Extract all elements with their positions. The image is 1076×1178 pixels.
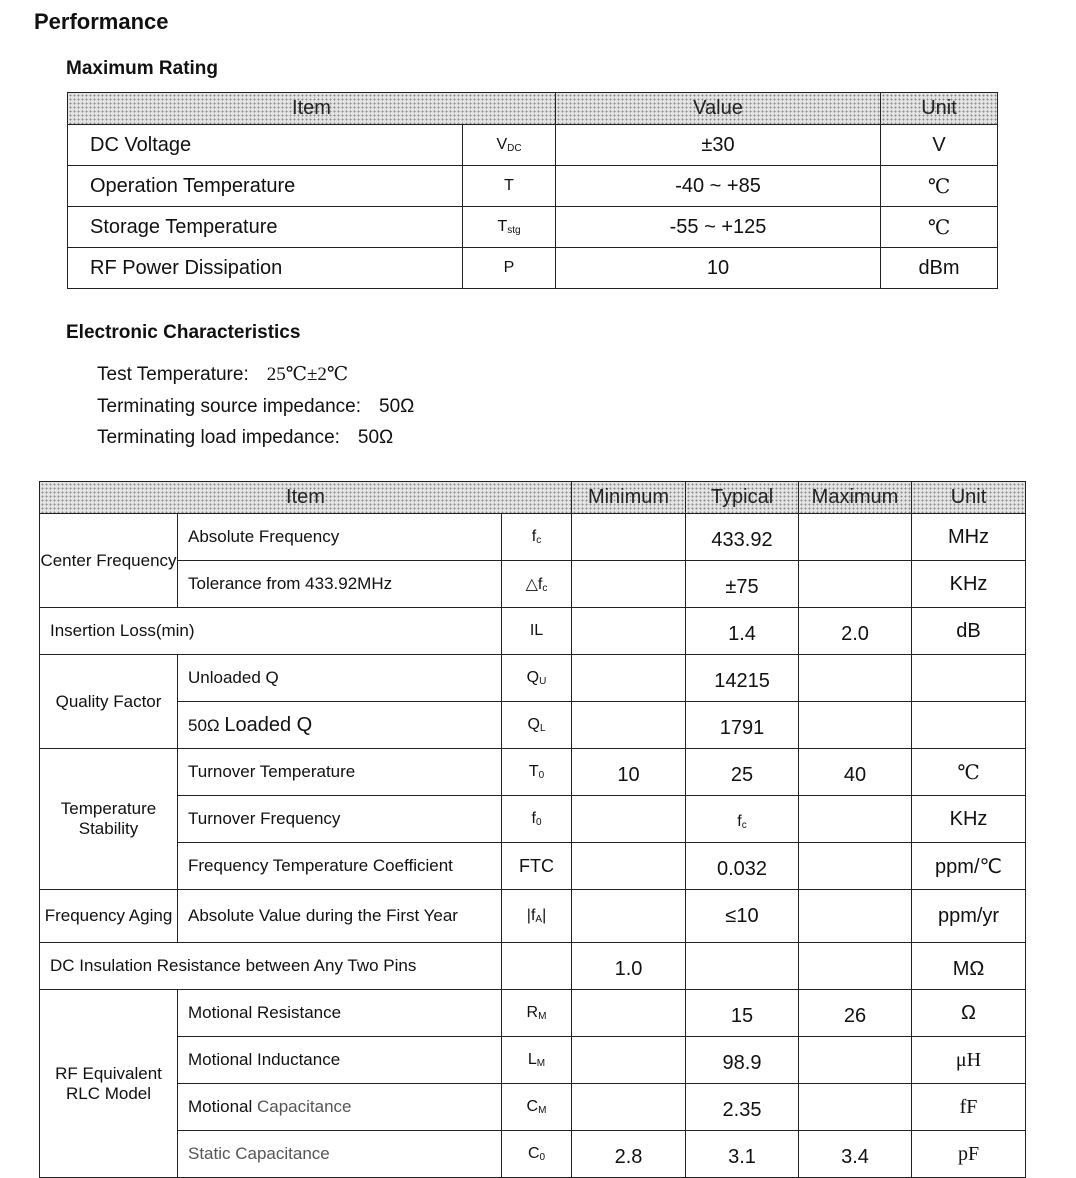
row-name: Tolerance from 433.92MHz <box>178 561 502 608</box>
row-typ: 1.4 <box>686 608 799 655</box>
table-row <box>40 749 1026 796</box>
group-quality-factor: Quality Factor <box>40 655 178 749</box>
row-min <box>572 608 686 655</box>
row-value: ±30 <box>556 125 881 166</box>
table-row <box>40 796 1026 843</box>
row-name: DC Insulation Resistance between Any Two Pins <box>40 943 502 990</box>
row-unit: dB <box>912 608 1026 655</box>
row-max: 40 <box>799 749 912 796</box>
row-name: Static Capacitance <box>178 1131 502 1178</box>
max-rating-table <box>67 92 998 289</box>
row-typ: 433.92 <box>686 514 799 561</box>
row-unit: KHz <box>912 561 1026 608</box>
row-symbol: $Q_L$ <box>502 702 572 749</box>
row-typ: 1791 <box>686 702 799 749</box>
row-max <box>799 890 912 943</box>
row-name: RF Power Dissipation <box>68 248 463 289</box>
row-unit: pF <box>912 1131 1026 1178</box>
row-min: 1.0 <box>572 943 686 990</box>
row-typ: ≤10 <box>686 890 799 943</box>
row-name: Unloaded Q <box>178 655 502 702</box>
row-min <box>572 843 686 890</box>
row-typ: 2.35 <box>686 1084 799 1131</box>
row-max <box>799 796 912 843</box>
row-unit <box>912 655 1026 702</box>
row-max: 26 <box>799 990 912 1037</box>
header-minimum: Minimum <box>572 482 686 514</box>
table-row <box>68 125 998 166</box>
row-min: 2.8 <box>572 1131 686 1178</box>
header-item: Item <box>40 482 572 514</box>
row-min <box>572 514 686 561</box>
source-impedance-condition: Terminating source impedance: 50Ω <box>97 396 415 417</box>
row-name: Motional Resistance <box>178 990 502 1037</box>
row-typ: 98.9 <box>686 1037 799 1084</box>
row-value: -55 ~ +125 <box>556 207 881 248</box>
row-min: 10 <box>572 749 686 796</box>
row-max <box>799 561 912 608</box>
row-unit: ℃ <box>881 207 998 248</box>
row-name: Storage Temperature <box>68 207 463 248</box>
row-typ: ±75 <box>686 561 799 608</box>
page-title: Performance <box>34 9 169 34</box>
row-name: Frequency Temperature Coefficient <box>178 843 502 890</box>
row-unit: Ω <box>912 990 1026 1037</box>
row-max <box>799 702 912 749</box>
row-symbol: $|f_A|$ <box>502 890 572 943</box>
row-unit: dBm <box>881 248 998 289</box>
header-value: Value <box>556 93 881 125</box>
row-max <box>799 843 912 890</box>
table-row <box>40 890 1026 943</box>
group-temperature-stability: Temperature Stability <box>40 749 178 890</box>
row-unit: KHz <box>912 796 1026 843</box>
row-name: Turnover Frequency <box>178 796 502 843</box>
table-row <box>40 561 1026 608</box>
row-symbol: $T_{stg}$ <box>463 207 556 248</box>
row-max <box>799 1037 912 1084</box>
row-typ: 15 <box>686 990 799 1037</box>
row-unit: MΩ <box>912 943 1026 990</box>
row-symbol: $Q_U$ <box>502 655 572 702</box>
row-symbol: $f_c$ <box>502 514 572 561</box>
row-value: 10 <box>556 248 881 289</box>
row-name: DC Voltage <box>68 125 463 166</box>
row-unit: fF <box>912 1084 1026 1131</box>
electronic-heading: Electronic Characteristics <box>66 322 301 343</box>
row-typ: 0.032 <box>686 843 799 890</box>
row-name: Motional Inductance <box>178 1037 502 1084</box>
row-min <box>572 702 686 749</box>
load-impedance-condition: Terminating load impedance: 50Ω <box>97 427 394 448</box>
table-row <box>40 843 1026 890</box>
table-row <box>40 1131 1026 1178</box>
table-row <box>40 990 1026 1037</box>
row-unit: ℃ <box>881 166 998 207</box>
row-min <box>572 655 686 702</box>
row-min <box>572 890 686 943</box>
row-typ: 25 <box>686 749 799 796</box>
row-typ: 14215 <box>686 655 799 702</box>
header-item: Item <box>68 93 556 125</box>
row-symbol: IL <box>502 608 572 655</box>
row-symbol: FTC <box>502 843 572 890</box>
row-symbol: $T_0$ <box>502 749 572 796</box>
row-symbol: P <box>463 248 556 289</box>
test-temperature-condition: Test Temperature: 25℃±2℃ <box>97 364 349 385</box>
row-name: Absolute Value during the First Year <box>178 890 502 943</box>
row-min <box>572 990 686 1037</box>
row-symbol: $C_0$ <box>502 1131 572 1178</box>
table-header-row <box>68 93 998 125</box>
row-max <box>799 943 912 990</box>
row-min <box>572 796 686 843</box>
group-frequency-aging: Frequency Aging <box>40 890 178 943</box>
row-max <box>799 1084 912 1131</box>
row-max <box>799 655 912 702</box>
row-unit: ppm/yr <box>912 890 1026 943</box>
max-rating-heading: Maximum Rating <box>66 58 219 79</box>
table-row <box>40 702 1026 749</box>
row-unit: μH <box>912 1037 1026 1084</box>
row-name: Insertion Loss(min) <box>40 608 502 655</box>
table-row <box>40 943 1026 990</box>
group-center-frequency: Center Frequency <box>40 514 178 608</box>
header-unit: Unit <box>881 93 998 125</box>
table-row <box>40 1084 1026 1131</box>
row-max <box>799 514 912 561</box>
row-typ <box>686 943 799 990</box>
row-symbol: $\triangle f_c$ <box>502 561 572 608</box>
table-row <box>68 248 998 289</box>
row-symbol: $C_M$ <box>502 1084 572 1131</box>
row-unit <box>912 702 1026 749</box>
table-row <box>40 514 1026 561</box>
row-unit: V <box>881 125 998 166</box>
row-min <box>572 1084 686 1131</box>
row-name: Motional Capacitance <box>178 1084 502 1131</box>
header-typical: Typical <box>686 482 799 514</box>
group-rf-equivalent-rlc-model: RF Equivalent RLC Model <box>40 990 178 1178</box>
row-unit: MHz <box>912 514 1026 561</box>
row-name: 50Ω Loaded Q <box>178 702 502 749</box>
table-row <box>40 655 1026 702</box>
table-header-row <box>40 482 1026 514</box>
row-symbol: $f_0$ <box>502 796 572 843</box>
header-maximum: Maximum <box>799 482 912 514</box>
row-min <box>572 561 686 608</box>
header-unit: Unit <box>912 482 1026 514</box>
table-row <box>40 608 1026 655</box>
row-typ: 3.1 <box>686 1131 799 1178</box>
row-name: Absolute Frequency <box>178 514 502 561</box>
row-symbol: T <box>463 166 556 207</box>
row-name: Operation Temperature <box>68 166 463 207</box>
table-row <box>68 166 998 207</box>
row-value: -40 ~ +85 <box>556 166 881 207</box>
table-row <box>40 1037 1026 1084</box>
table-row <box>68 207 998 248</box>
row-typ: $f_c$ <box>686 796 799 843</box>
row-symbol <box>502 943 572 990</box>
row-name: Turnover Temperature <box>178 749 502 796</box>
row-symbol: $R_M$ <box>502 990 572 1037</box>
row-unit: ℃ <box>912 749 1026 796</box>
row-symbol: $L_M$ <box>502 1037 572 1084</box>
row-symbol: $V_{DC}$ <box>463 125 556 166</box>
row-max: 2.0 <box>799 608 912 655</box>
row-min <box>572 1037 686 1084</box>
row-unit: ppm/℃ <box>912 843 1026 890</box>
row-max: 3.4 <box>799 1131 912 1178</box>
electronic-characteristics-table <box>39 481 1026 1178</box>
